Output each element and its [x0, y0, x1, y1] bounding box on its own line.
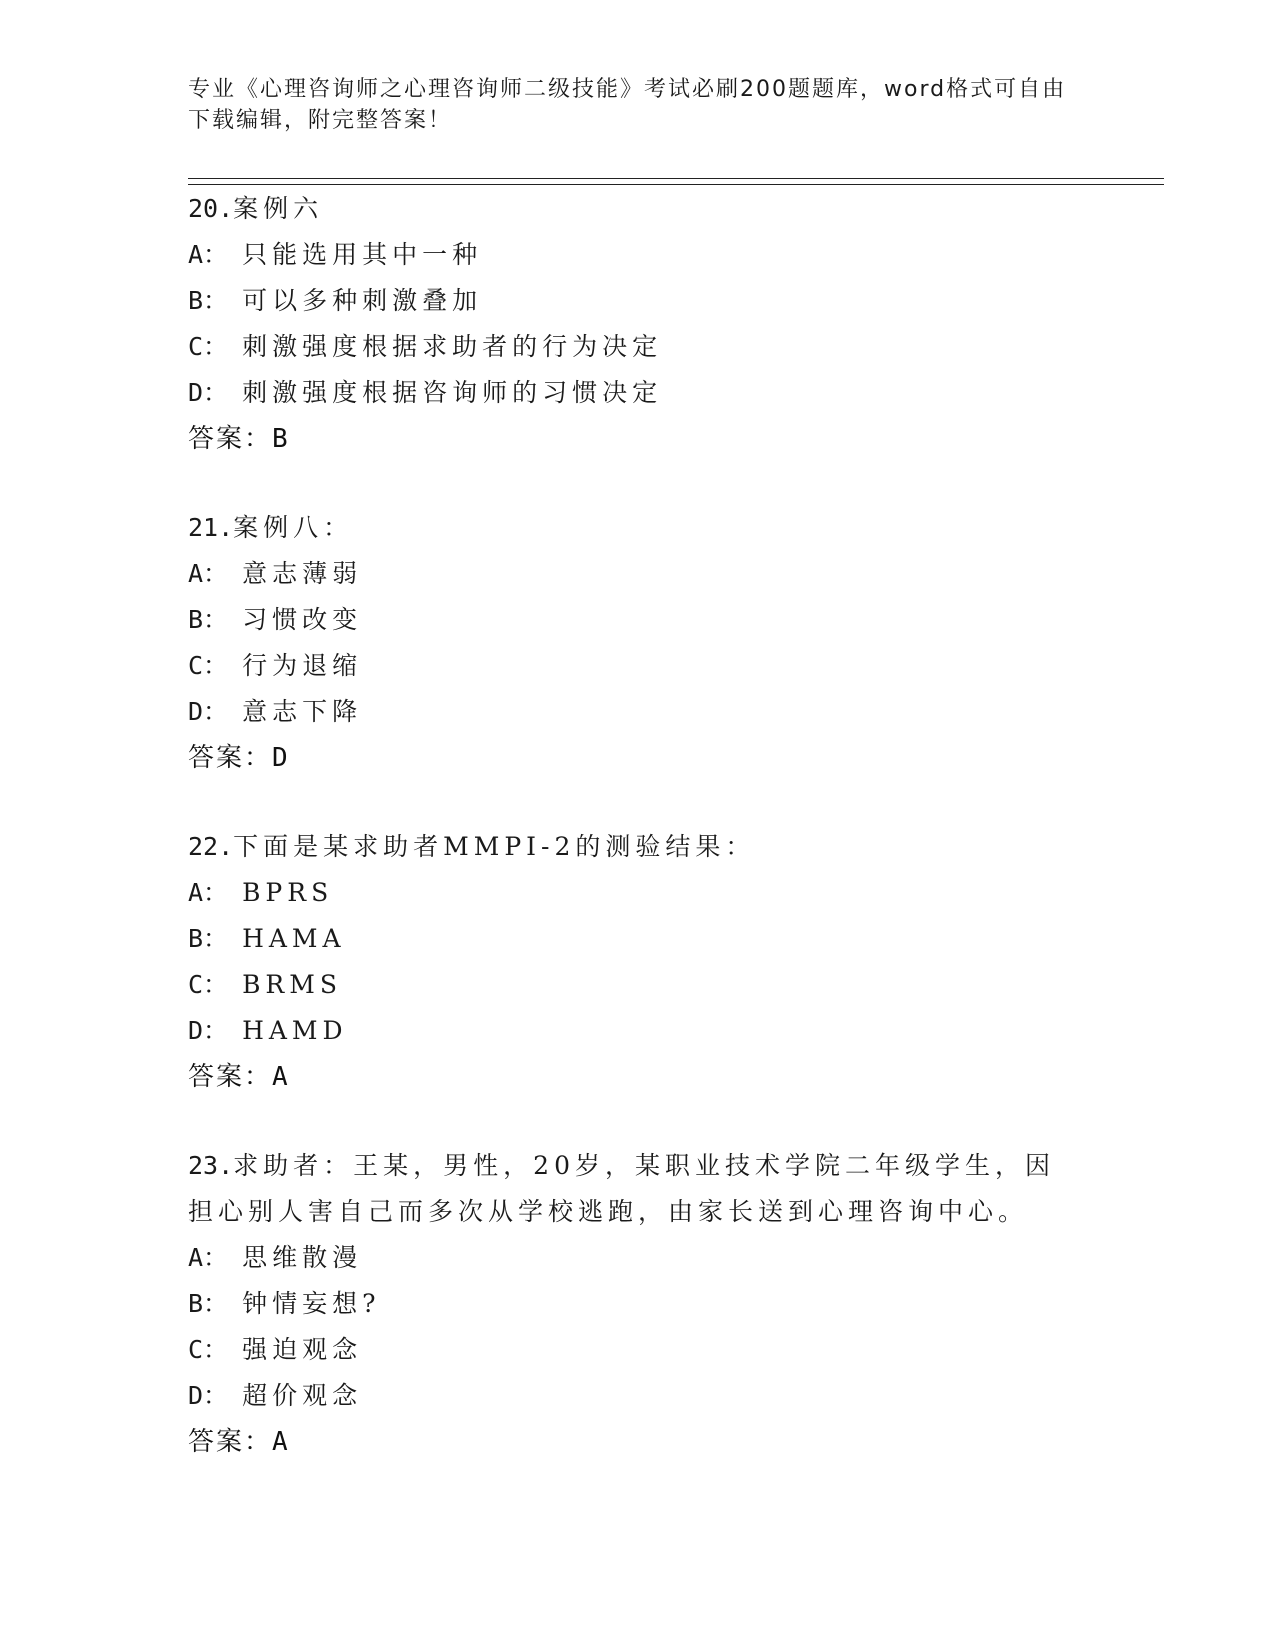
option-text: 习惯改变	[242, 605, 363, 634]
option-key: A：	[188, 559, 229, 588]
option-c	[188, 324, 1108, 370]
option-d	[188, 370, 1108, 416]
option-text: 只能选用其中一种	[242, 240, 483, 269]
option-text: HAMD	[242, 1016, 348, 1045]
option-text: 强迫观念	[242, 1335, 363, 1364]
question-stem	[188, 186, 1108, 232]
option-key: D：	[188, 1381, 229, 1410]
option-d	[188, 1373, 1108, 1419]
option-key: D：	[188, 378, 229, 407]
header-divider-bottom	[188, 184, 1164, 185]
answer-value: A	[272, 1062, 290, 1092]
option-key: D：	[188, 697, 229, 726]
option-text: 行为退缩	[242, 651, 363, 680]
option-text: 可以多种刺激叠加	[242, 286, 483, 315]
option-text: 思维散漫	[242, 1243, 363, 1272]
answer-value: D	[272, 743, 290, 773]
option-d	[188, 1008, 1108, 1054]
option-key: D：	[188, 1016, 229, 1045]
option-c	[188, 962, 1108, 1008]
option-key: B：	[188, 286, 229, 315]
option-b	[188, 1281, 1108, 1327]
question-23	[188, 1143, 1108, 1465]
question-stem	[188, 824, 1108, 870]
answer-line	[188, 1419, 1108, 1465]
option-text: 钟情妄想?	[242, 1289, 381, 1318]
question-text: 案例八：	[233, 513, 354, 542]
option-key: C：	[188, 332, 229, 361]
option-d	[188, 689, 1108, 735]
question-number: 23.	[188, 1151, 234, 1180]
option-key: C：	[188, 1335, 229, 1364]
answer-label: 答案：	[188, 1062, 273, 1092]
option-a	[188, 1235, 1108, 1281]
option-key: C：	[188, 651, 229, 680]
option-text: 刺激强度根据咨询师的习惯决定	[242, 378, 663, 407]
question-20	[188, 186, 1108, 462]
question-number: 22.	[188, 832, 234, 861]
option-key: B：	[188, 924, 229, 953]
answer-line	[188, 1054, 1108, 1100]
option-c	[188, 643, 1108, 689]
question-stem	[188, 505, 1108, 551]
option-text: 刺激强度根据求助者的行为决定	[242, 332, 663, 361]
option-text: 超价观念	[242, 1381, 363, 1410]
option-text: 意志薄弱	[242, 559, 363, 588]
option-key: A：	[188, 878, 229, 907]
option-text: 意志下降	[242, 697, 363, 726]
option-a	[188, 870, 1108, 916]
option-a	[188, 232, 1108, 278]
question-text: 案例六	[233, 194, 324, 223]
answer-label: 答案：	[188, 1427, 273, 1457]
option-b	[188, 916, 1108, 962]
option-key: A：	[188, 1243, 229, 1272]
option-key: B：	[188, 1289, 229, 1318]
question-text: 下面是某求助者MMPI-2的测验结果：	[233, 832, 756, 861]
question-22	[188, 824, 1108, 1100]
option-key: B：	[188, 605, 229, 634]
answer-value: A	[272, 1427, 290, 1457]
option-text: HAMA	[242, 924, 346, 953]
document-intro: 专业《心理咨询师之心理咨询师二级技能》考试必刷200题题库，word格式可自由下载编辑，附完整答案！	[188, 77, 1067, 133]
answer-value: B	[272, 424, 290, 454]
answer-label: 答案：	[188, 743, 273, 773]
option-text: BPRS	[242, 878, 334, 907]
question-stem	[188, 1143, 1068, 1235]
question-21	[188, 505, 1108, 781]
option-b	[188, 278, 1108, 324]
answer-label: 答案：	[188, 424, 273, 454]
option-c	[188, 1327, 1108, 1373]
question-number: 21.	[188, 513, 234, 542]
answer-line	[188, 416, 1108, 462]
question-text: 求助者：王某，男性，20岁，某职业技术学院二年级学生，因担心别人害自己而多次从学校逃跑，由家长送到心理咨询中心。	[188, 1151, 1055, 1226]
header-divider-top	[188, 178, 1164, 179]
option-key: A：	[188, 240, 229, 269]
option-a	[188, 551, 1108, 597]
answer-line	[188, 735, 1108, 781]
option-text: BRMS	[242, 970, 342, 999]
question-list	[188, 186, 1108, 1508]
option-b	[188, 597, 1108, 643]
option-key: C：	[188, 970, 229, 999]
question-number: 20.	[188, 194, 234, 223]
